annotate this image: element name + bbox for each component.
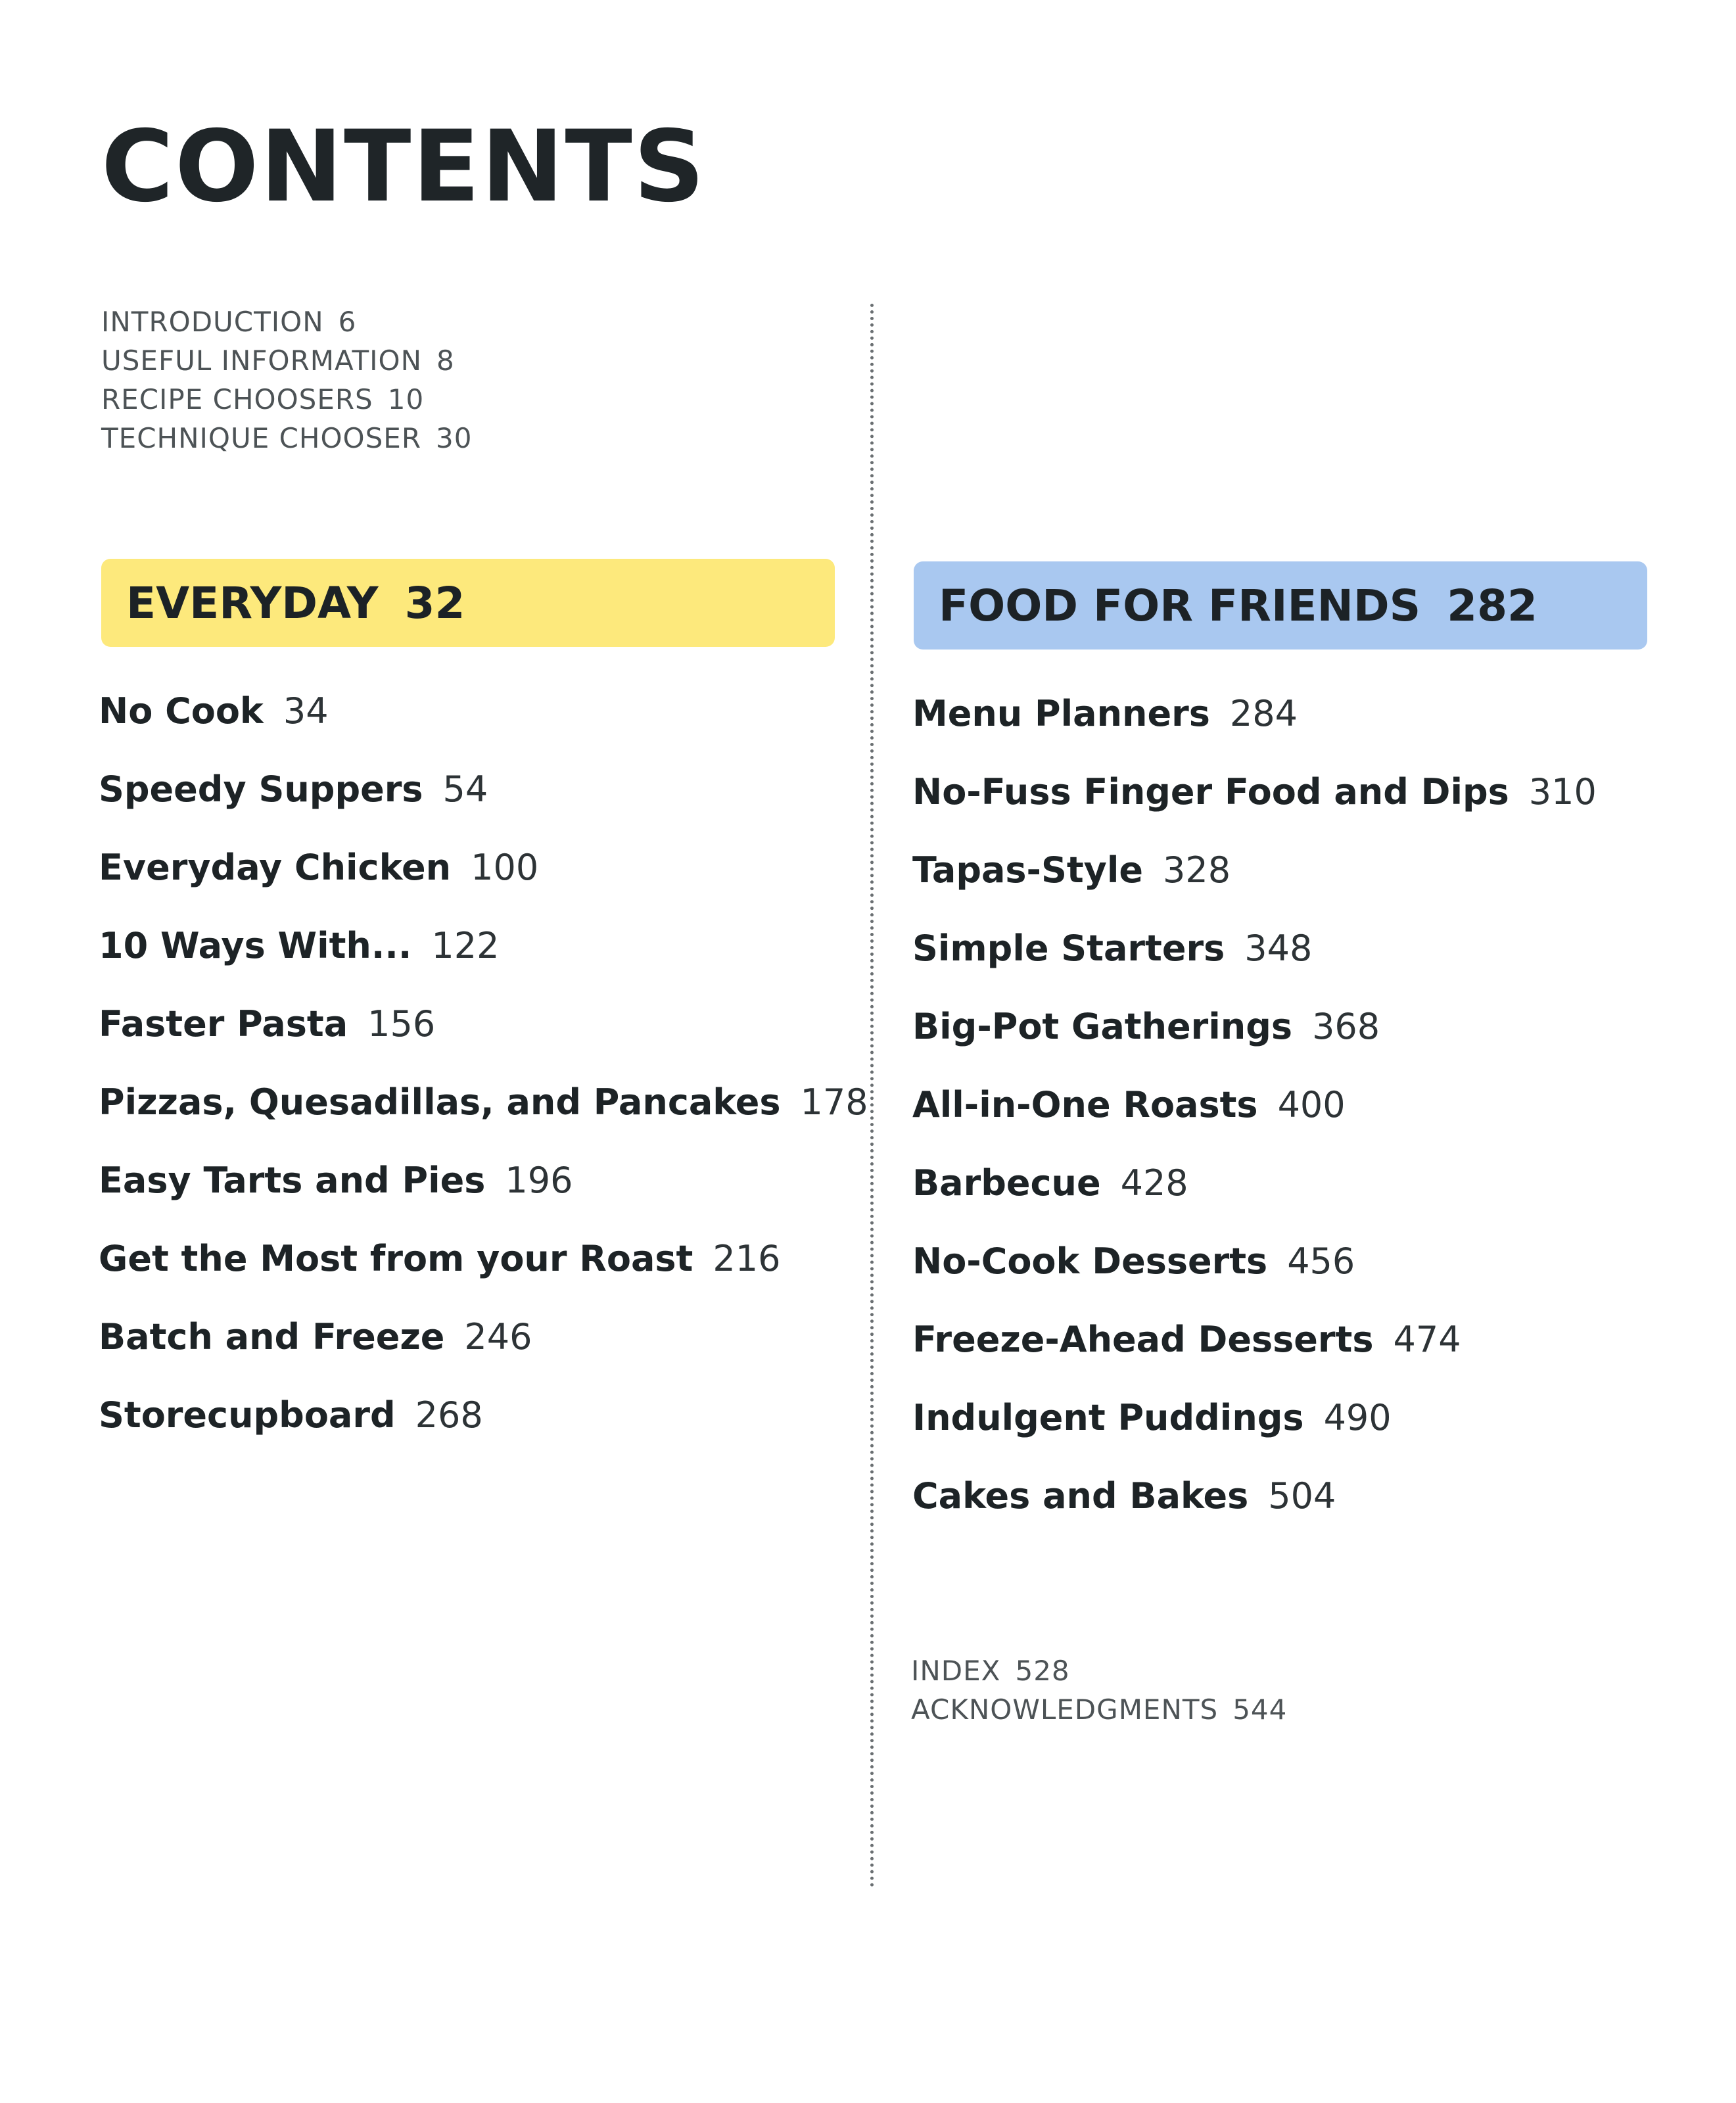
chapter-name: Storecupboard (99, 1394, 396, 1436)
chapter-item[interactable] (912, 909, 1597, 987)
chapter-name: Tapas-Style (912, 849, 1143, 891)
front-matter-page: 30 (436, 422, 473, 454)
chapter-page: 268 (415, 1394, 483, 1436)
chapter-page: 474 (1393, 1319, 1461, 1360)
chapter-page: 196 (505, 1160, 573, 1201)
back-matter-item-acknowledgments[interactable] (911, 1690, 1287, 1729)
chapter-name: Speedy Suppers (99, 768, 423, 810)
chapter-page: 456 (1287, 1241, 1355, 1282)
chapter-page: 100 (471, 847, 539, 888)
chapter-item[interactable] (912, 831, 1597, 909)
chapter-item[interactable] (99, 750, 868, 828)
section-title: EVERYDAY (126, 577, 379, 628)
chapter-page: 490 (1323, 1397, 1392, 1438)
chapter-item[interactable] (99, 672, 868, 750)
chapter-item[interactable] (99, 907, 868, 985)
front-matter-item-introduction[interactable] (101, 302, 472, 341)
section-page: 32 (404, 577, 465, 628)
front-matter-label: INTRODUCTION (101, 306, 324, 338)
chapter-item[interactable] (99, 1063, 868, 1141)
chapter-name: Pizzas, Quesadillas, and Pancakes (99, 1081, 781, 1123)
chapter-name: Barbecue (912, 1162, 1101, 1204)
chapter-page: 400 (1277, 1084, 1346, 1125)
front-matter-page: 6 (338, 306, 357, 338)
chapter-list-everyday (99, 672, 868, 1454)
chapter-page: 178 (800, 1081, 868, 1123)
section-header-everyday[interactable] (101, 559, 835, 647)
front-matter-label: RECIPE CHOOSERS (101, 383, 373, 415)
chapter-name: No Cook (99, 690, 264, 732)
chapter-item[interactable] (912, 1066, 1597, 1144)
chapter-item[interactable] (912, 1300, 1597, 1379)
chapter-name: Freeze-Ahead Desserts (912, 1319, 1374, 1360)
chapter-name: Everyday Chicken (99, 847, 452, 888)
chapter-list-food-for-friends (912, 674, 1597, 1535)
back-matter-page: 528 (1015, 1655, 1070, 1687)
chapter-item[interactable] (99, 828, 868, 907)
chapter-page: 122 (431, 925, 500, 966)
chapter-item[interactable] (912, 1222, 1597, 1300)
chapter-page: 284 (1229, 693, 1298, 734)
front-matter-list (101, 302, 472, 458)
front-matter-page: 10 (387, 383, 425, 415)
front-matter-label: TECHNIQUE CHOOSER (101, 422, 421, 454)
chapter-item[interactable] (912, 1144, 1597, 1222)
chapter-item[interactable] (912, 1457, 1597, 1535)
chapter-name: Easy Tarts and Pies (99, 1160, 486, 1201)
back-matter-label: INDEX (911, 1655, 1001, 1687)
column-divider (870, 304, 874, 1888)
chapter-item[interactable] (912, 674, 1597, 753)
chapter-name: Indulgent Puddings (912, 1397, 1304, 1438)
back-matter-label: ACKNOWLEDGMENTS (911, 1693, 1219, 1726)
chapter-name: Menu Planners (912, 693, 1210, 734)
section-title: FOOD FOR FRIENDS (939, 580, 1421, 631)
chapter-name: Batch and Freeze (99, 1316, 445, 1358)
chapter-name: Faster Pasta (99, 1003, 348, 1045)
chapter-name: 10 Ways With... (99, 925, 412, 966)
chapter-page: 368 (1312, 1006, 1380, 1047)
front-matter-item-useful-information[interactable] (101, 341, 472, 380)
chapter-item[interactable] (99, 1376, 868, 1454)
chapter-item[interactable] (912, 987, 1597, 1066)
chapter-item[interactable] (99, 1141, 868, 1219)
front-matter-item-technique-chooser[interactable] (101, 419, 472, 458)
chapter-name: No-Fuss Finger Food and Dips (912, 771, 1509, 813)
chapter-page: 504 (1268, 1475, 1336, 1517)
chapter-item[interactable] (99, 1298, 868, 1376)
chapter-page: 348 (1244, 928, 1313, 969)
chapter-page: 310 (1528, 771, 1597, 813)
section-page: 282 (1447, 580, 1537, 631)
chapter-page: 156 (367, 1003, 436, 1045)
chapter-name: No-Cook Desserts (912, 1241, 1268, 1282)
chapter-item[interactable] (912, 753, 1597, 831)
back-matter-item-index[interactable] (911, 1651, 1287, 1690)
back-matter-list (911, 1651, 1287, 1729)
section-header-food-for-friends[interactable] (914, 561, 1647, 650)
back-matter-page: 544 (1232, 1693, 1288, 1726)
chapter-page: 246 (464, 1316, 532, 1358)
page-title: CONTENTS (101, 109, 706, 224)
chapter-name: Simple Starters (912, 928, 1225, 969)
chapter-page: 216 (713, 1238, 781, 1279)
front-matter-label: USEFUL INFORMATION (101, 344, 423, 377)
chapter-page: 34 (283, 690, 329, 732)
chapter-name: Big-Pot Gatherings (912, 1006, 1293, 1047)
chapter-name: Get the Most from your Roast (99, 1238, 693, 1279)
chapter-page: 328 (1163, 849, 1231, 891)
chapter-name: Cakes and Bakes (912, 1475, 1249, 1517)
front-matter-item-recipe-choosers[interactable] (101, 380, 472, 419)
chapter-item[interactable] (912, 1379, 1597, 1457)
chapter-item[interactable] (99, 1219, 868, 1298)
chapter-name: All-in-One Roasts (912, 1084, 1258, 1125)
chapter-page: 428 (1120, 1162, 1188, 1204)
chapter-page: 54 (442, 768, 488, 810)
front-matter-page: 8 (436, 344, 455, 377)
chapter-item[interactable] (99, 985, 868, 1063)
